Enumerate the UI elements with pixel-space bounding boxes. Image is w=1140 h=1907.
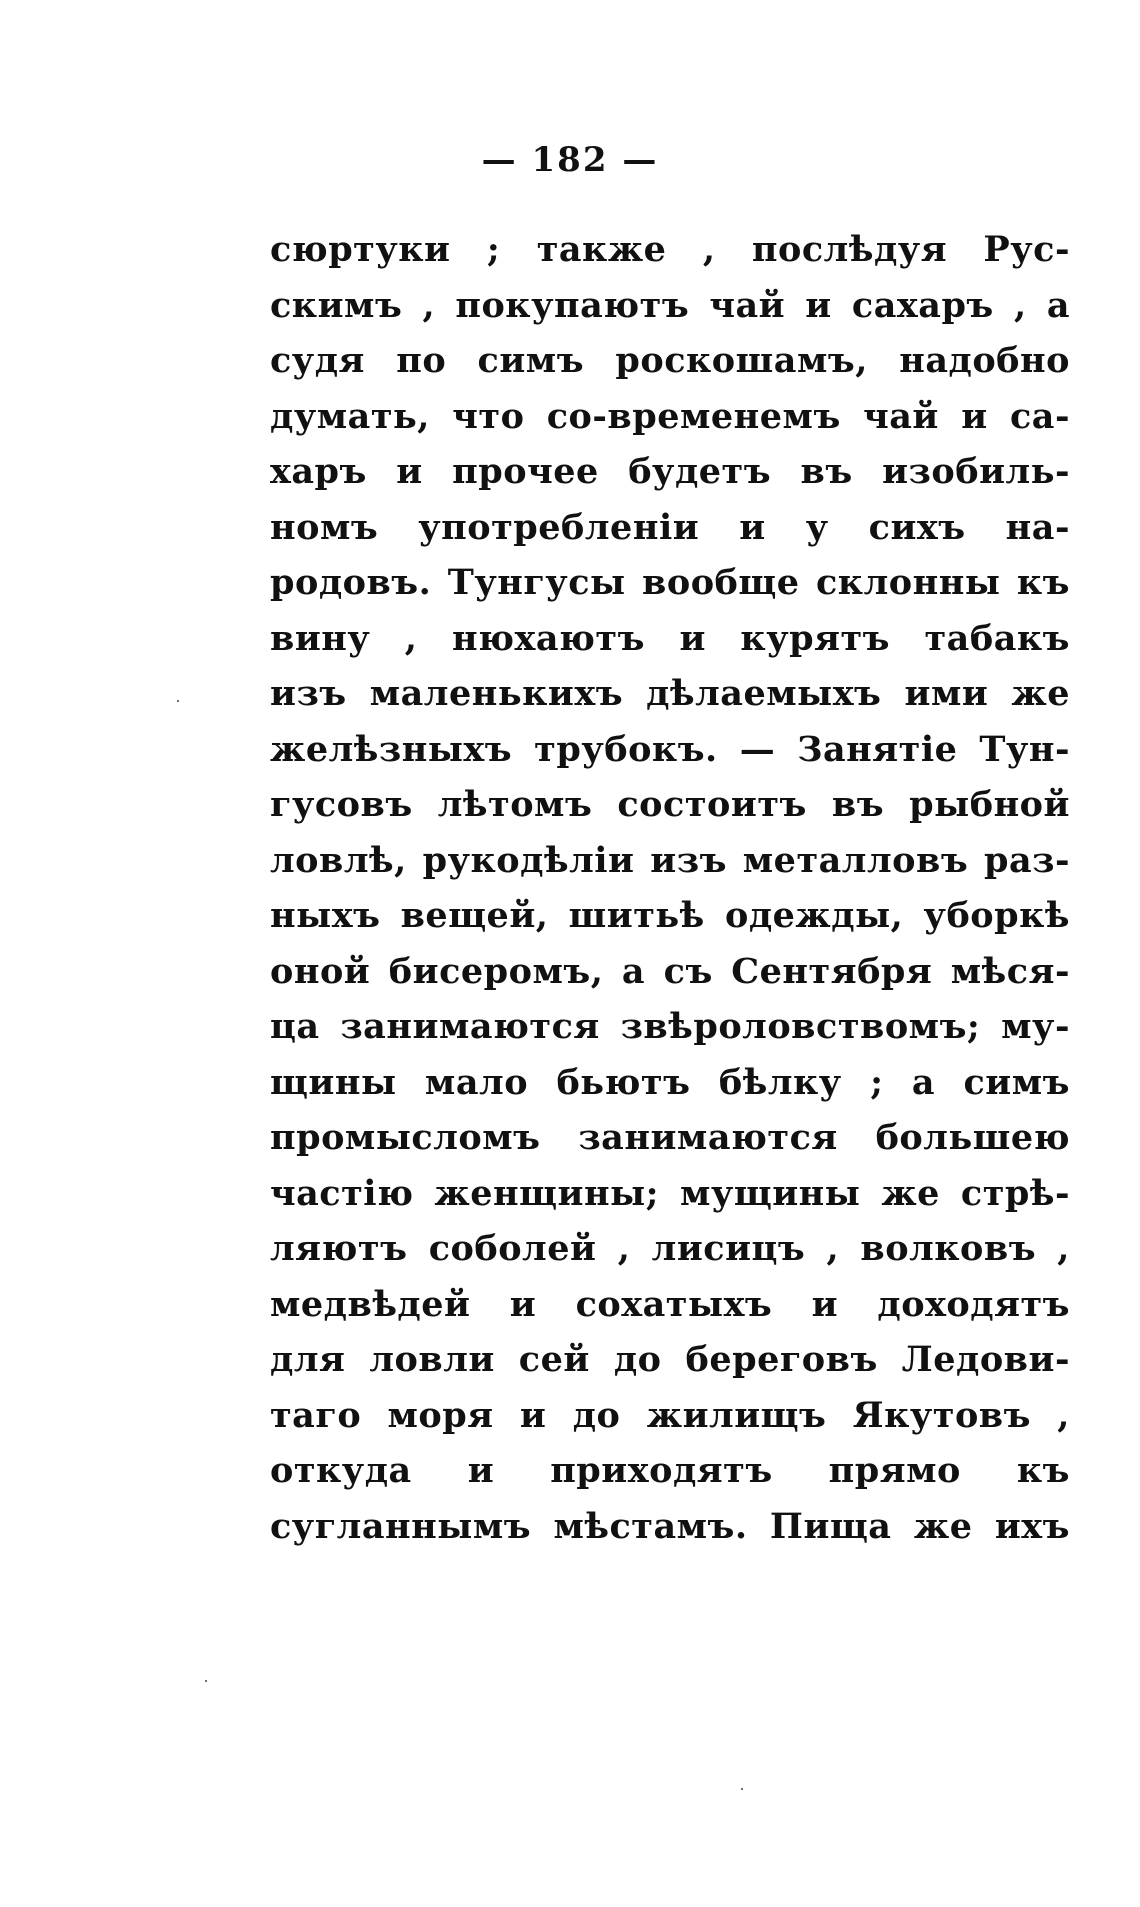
- text-line: номъ употребленіи и у сихъ на-: [270, 506, 1070, 548]
- text-line: желѣзныхъ трубокъ. — Занятіе Тун-: [270, 728, 1070, 770]
- body-text: [270, 222, 1070, 1554]
- text-line: вину , нюхаютъ и курятъ табакъ: [270, 617, 1070, 659]
- text-line: харъ и прочее будетъ въ изобиль-: [270, 451, 1070, 492]
- text-line: откуда и приходятъ прямо къ: [270, 1450, 1070, 1491]
- text-line: ца занимаются звѣроловствомъ; му-: [270, 1006, 1070, 1047]
- text-line: ляютъ соболей , лисицъ , волковъ ,: [270, 1228, 1070, 1269]
- text-line: гусовъ лѣтомъ состоитъ въ рыбной: [270, 784, 1070, 825]
- text-line: скимъ , покупаютъ чай и сахаръ , а: [270, 284, 1070, 326]
- text-line: изъ маленькихъ дѣлаемыхъ ими же: [270, 673, 1070, 714]
- text-line: промысломъ занимаются большею: [270, 1117, 1070, 1158]
- scan-speck: [741, 1788, 743, 1790]
- text-line: таго моря и до жилищъ Якутовъ ,: [270, 1394, 1070, 1436]
- text-line: судя по симъ роскошамъ, надобно: [270, 340, 1070, 381]
- text-line: ныхъ вещей, шитьѣ одежды, уборкѣ: [270, 895, 1070, 936]
- text-line: медвѣдей и сохатыхъ и доходятъ: [270, 1283, 1070, 1325]
- text-line: родовъ. Тунгусы вообще склонны къ: [270, 562, 1070, 603]
- text-line: сугланнымъ мѣстамъ. Пища же ихъ: [270, 1505, 1070, 1547]
- text-line: щины мало бьютъ бѣлку ; а симъ: [270, 1061, 1070, 1103]
- text-line: оной бисеромъ, а съ Сентября мѣся-: [270, 950, 1070, 992]
- text-line: думать, что со-временемъ чай и са-: [270, 395, 1070, 437]
- scan-speck: [177, 700, 179, 702]
- page-number: — 182 —: [481, 140, 659, 180]
- text-line: для ловли сей до береговъ Ледови-: [270, 1339, 1070, 1380]
- text-line: сюртуки ; также , послѣдуя Рус-: [270, 229, 1070, 270]
- text-line: ловлѣ, рукодѣліи изъ металловъ раз-: [270, 839, 1070, 881]
- scan-speck: [205, 1680, 207, 1682]
- text-line: частію женщины; мущины же стрѣ-: [270, 1172, 1070, 1214]
